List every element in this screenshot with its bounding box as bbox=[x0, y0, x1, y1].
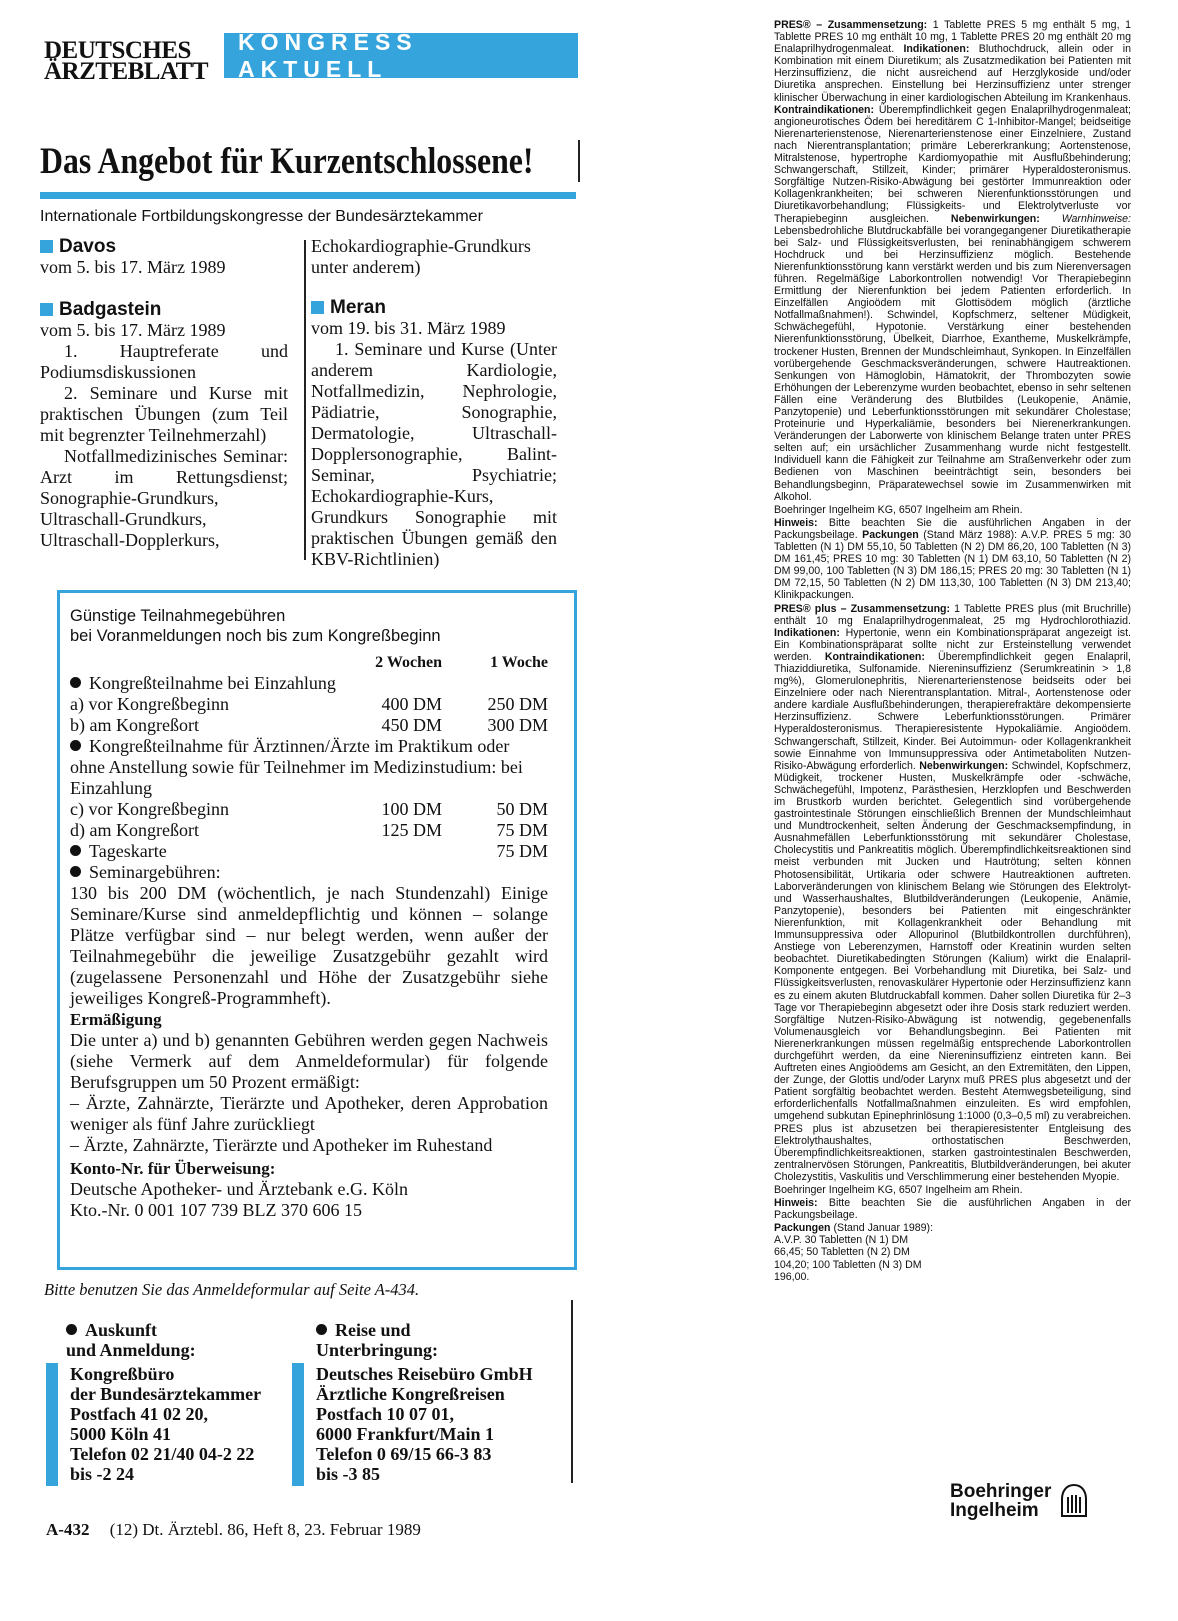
fee-row: d) am Kongreßort 125 DM 75 DM bbox=[70, 820, 548, 840]
account-bank: Deutsche Apotheker- und Ärztebank e.G. Köln bbox=[70, 1179, 409, 1199]
venue-badgastein-dates: vom 5. bis 17. März 1989 bbox=[40, 320, 226, 340]
fee-heading: Günstige Teilnahmegebühren bei Voranmeldungen noch bis zum Kongreßbeginn bbox=[70, 607, 441, 645]
page-footer bbox=[46, 1520, 421, 1540]
contact-accent-bar bbox=[46, 1363, 58, 1486]
journal-logo-line2: ÄRZTEBLATT bbox=[44, 58, 209, 85]
page-subtitle: Internationale Fortbildungskongresse der Bundesärztekammer bbox=[40, 208, 483, 225]
venue-davos-dates: vom 5. bis 17. März 1989 bbox=[40, 257, 226, 277]
venue-badgastein-item: Notfallmedizinisches Seminar: Arzt im Rettungsdienst; Sonographie-Grundkurs, Ultraschall-Grundkurs, Ultraschall-Dopplerkurs, bbox=[40, 446, 288, 550]
fee-bullet: Kongreßteilnahme für Ärztinnen/Ärzte im Praktikum oder ohne Anstellung sowie für Teilnehmer im Medizinstudium: bei Einzahlung bbox=[70, 736, 523, 798]
ad-paragraph: PRES® plus – Zusammensetzung: 1 Tablette PRES plus (mit Bruchrille) enthält 10 mg Enalaprilhydrogenmaleat, 25 mg Hydrochlorothiazid. Indikationen: Hypertonie, wenn ein Kombinationspräparat angezeigt ist. Ein Kombinationspräparat sollte nicht zur Ersteinstellung verwendet werden. Kontraindikationen: Überempfindlichkeit gegen Enalapril, Thiaziddiuretika, Sulfonamide. Niereninsuffizienz (Serumkreatinin > 1,8 mg%), Glomerulonephritis, Nierenarterienstenose beidseits oder bei Einzelniere oder nach Nierentransplantation. Mitral-, Aortenstenose oder andere kardiale Ausflußbehinderungen, therapierefraktäre dekompensierte Herzinsuffizienz. Schwere Leberfunktionsstörungen. Primärer Hyperaldosteronismus. Therapieresistente Hypokaliämie. Angioödem. Schwangerschaft, Stillzeit, Kinder. Bei Autoimmun- oder Kollagenkrankheit sowie Einnahme von Immunsuppressiva oder Antimetaboliten Nutzen-Risiko-Abwägung erforderlich. Nebenwirkungen: Schwindel, Kopfschmerz, Müdigkeit, trockener Husten, Muskelkrämpfe oder -schwäche, Schwächegefühl, Impotenz, Parästhesien, Herzklopfen und Beschwerden im Brustkorb wurden berichtet. Gelegentlich sind vorübergehende gastrointestinale Störungen einschließlich Brennen der Mundschleimhaut und Mundtrockenheit, selten Änderung der Geschmacksempfindung, in Ausnahmefällen Leberfunktionsstörung mit sekundärer Cholestase, Cholecystitis und Pankreatitis möglich. Überempfindlichkeitsreaktionen sind meist verbunden mit Jucken und Hautrötung; selten können Photosensibilität, Urtikaria oder schwere Hautreaktionen auftreten. Laborveränderungen von klinischem Belang wie Störungen des Elektrolyt- und Wasserhaushaltes, Blutbildveränderungen (Leukopenie, Anämie, Panzytopenie), besonders bei Patienten mit eingeschränkter Nierenfunktion, mit Kollagenkrankheit oder Behandlung mit Immunsuppressiva oder Allopurinol (Blutbildkontrollen durchführen), Anstiege von Leberenzymen, Harnstoff oder Kreatinin wurden selten beobachtet. Diuretikabedingten Störungen (Kalium) wirkt die Enalapril-Komponente entgegen. Bei Vorbehandlung mit Diuretika, bei Salz- und Flüssigkeitsverlusten, renovaskulärer Hypertonie oder Herzinsuffizienz kann es zu einem akuten Blutdruckabfall kommen. Daher sollen Diuretika für 2–3 Tage vor Therapiebeginn abgesetzt oder ihre Dosis stark reduziert werden. Sorgfältige Nutzen-Risiko-Abwägung ist notwendig, gegebenenfalls Volumenausgleich vor Behandlungsbeginn. Bei Patienten mit Nierenerkrankungen müssen regelmäßig entsprechende Laborkontrollen durchgeführt werden, da eine Niereninsuffizienz eintreten kann. Bei Auftreten eines Angioödems am Gesicht, an den Extremitäten, den Lippen, der Zunge, der Glottis und/oder Larynx muß PRES plus abgesetzt und der Patient sorgfältig beobachtet werden. Besteht Atemwegsbeteiligung, sind erforderlichenfalls Notfallmaßnahmen einzuleiten. Es wird empfohlen, umgehend subkutan Epinephrinlösung 1:1000 (0,3–0,5 ml) zu verabreichen. PRES plus ist abzusetzen bei therapieresistenter Entgleisung des Elektrolythaushaltes, orthostatischen Beschwerden, Überempfindlichkeitsreaktionen, starken gastrointestinalen Beschwerden, zentralnervösen Störungen, Pankreatitis, Blutbildveränderungen, bei akuter Cholezystitis, Vaskulitis und Verschlimmerung einer bestehenden Myopie. bbox=[774, 602, 1131, 1183]
square-bullet-icon bbox=[40, 303, 53, 316]
contact-left-address: Kongreßbüro der Bundesärztekammer Postfach 41 02 20, 5000 Köln 41 Telefon 02 21/40 04-2 22 bis -2 24 bbox=[70, 1364, 262, 1484]
venue-column-left bbox=[40, 236, 288, 551]
discount-text: Die unter a) und b) genannten Gebühren werden gegen Nachweis (siehe Vermerk auf dem Anmeldeformular) für folgende Berufsgruppen um 50 Prozent ermäßigt: bbox=[70, 1030, 548, 1092]
title-rule bbox=[40, 192, 576, 199]
ad-paragraph: Hinweis: Bitte beachten Sie die ausführlichen Angaben in der Packungsbeilage. Packungen (Stand März 1988): A.V.P. PRES 5 mg: 30 Tabletten (N 1) DM 55,10, 50 Tabletten (N 2) DM 86,20, 100 Tabletten (N 3) DM 161,45; PRES 10 mg: 30 Tabletten (N 1) DM 63,10, 50 Tabletten (N 2) DM 99,00, 100 Tabletten (N 3) DM 186,15; PRES 20 mg: 30 Tabletten (N 1) DM 72,15, 50 Tabletten (N 2) DM 113,30, 100 Tabletten (N 3) DM 213,40; Klinikpackungen. bbox=[774, 516, 1131, 602]
venue-continuation: Echokardiographie-Grundkurs unter anderem) bbox=[311, 236, 531, 277]
venue-badgastein-title: Badgastein bbox=[40, 299, 288, 320]
bullet-icon bbox=[70, 845, 81, 856]
contact-accent-bar bbox=[292, 1363, 304, 1486]
account-number: Kto.-Nr. 0 001 107 739 BLZ 370 606 15 bbox=[70, 1200, 362, 1220]
bullet-icon bbox=[66, 1324, 77, 1335]
venue-meran-dates: vom 19. bis 31. März 1989 bbox=[311, 318, 506, 338]
bullet-icon bbox=[70, 740, 81, 751]
venue-column-right bbox=[311, 236, 557, 570]
section-banner: KONGRESS AKTUELL bbox=[224, 33, 578, 78]
fee-column-headers: 2 Wochen 1 Woche bbox=[375, 654, 548, 671]
drug-information-column bbox=[774, 19, 1131, 1284]
venue-meran-item: 1. Seminare und Kurse (Unter anderem Kardiologie, Notfallmedizin, Nephrologie, Pädiatrie, Sonographie, Dermatologie, Ultraschall-Dopplersonographie, Balint-Seminar, Psychiatrie; Echokardiographie-Kurs, Grundkurs Sonographie mit praktischen Übungen gemäß den KBV-Richtlinien) bbox=[311, 339, 557, 569]
discount-item: – Ärzte, Zahnärzte, Tierärzte und Apotheker im Ruhestand bbox=[70, 1135, 493, 1155]
page-number: A-432 bbox=[46, 1520, 90, 1539]
account-title: Konto-Nr. für Überweisung: bbox=[70, 1159, 276, 1178]
ad-paragraph: PRES® – Zusammensetzung: 1 Tablette PRES 5 mg enthält 5 mg, 1 Tablette PRES 10 mg enthält 10 mg, 1 Tablette PRES 20 mg enthält 20 mg Enalaprilhydrogenmaleat. Indikationen: Bluthochdruck, allein oder in Kombination mit einem Diuretikum; als Zusatzmedikation bei Patienten mit Herzinsuffizienz, die nicht ausreichend auf Herzglykoside und/oder Diuretika ansprechen. Einstellung bei Herzinsuffizienz unter strenger klinischer Überwachung in einer kardiologischen Abteilung im Krankenhaus. Kontraindikationen: Überempfindlichkeit gegen Enalaprilhydrogenmaleat; angioneurotisches Ödem bei hereditärem C 1-Inhibitor-Mangel; beidseitige Nierenarterienstenose, Nierenarterienstenose einer Einzelniere, Zustand nach Nierentransplantation; primäre Lebererkrankung; Aortenstenose, Mitralstenose, hypertrophe Kardiomyopathie mit Ausflußbehinderung; Schwangerschaft, Stillzeit, Kinder; primärer Hyperaldosteronismus. Sorgfältige Nutzen-Risiko-Abwägung bei gestörter Immunreaktion oder Kollagenkrankheiten; bei schweren Nierenfunktionsstörungen und Diuretikavorbehandlung; Flüssigkeits- und Elektrolytverluste vor Therapiebeginn ausgleichen. Nebenwirkungen: Warnhinweise: Lebensbedrohliche Blutdruckabfälle bei vorangegangener Diuretikatherapie bei Salz- und Flüssigkeitsverlusten, bei reninabhängigem schwerem Hochdruck und bei Herzinsuffizienz möglich. Bestehende Nierenfunktionsstörung kann verstärkt werden und bis zum Nierenversagen führen. Regelmäßige Laborkontrollen notwendig! Vor Therapiebeginn Ermittlung der Nierenfunktion bei jedem Patienten erforderlich. In Einzelfällen Angioödem mit Glottisödem möglich (ärztliche Notfallmaßnahmen!). Schwindel, Kopfschmerz, seltener Müdigkeit, Schwächegefühl, Hypotonie. Verstärkung einer bestehenden Nierenfunktionsstörung, Übelkeit, Diarrhoe, Exantheme, Muskelkrämpfe, trockener Husten, Brennen der Mundschleimhaut, Synkopen. In Einzelfällen vorübergehende Geschmacksveränderungen, schwere Hautreaktionen. Senkungen von Hämoglobin, Hämatokrit, der Thrombozyten sowie Erhöhungen der Leberenzyme wurden beobachtet, ebenso in sehr seltenen Fällen eine Veränderung des Blutbildes (Leukopenie, Anämie, Panzytopenie) und Leberfunktionsstörungen mit sekundärer Cholestase; Proteinurie und Hyperkaliämie, besonders bei Nierenerkrankungen. Veränderungen der Laborwerte von klinischem Belange traten unter PRES selten auf; ein ursächlicher Zusammenhang wurde nicht festgestellt. Individuell kann die Fähigkeit zur Teilnahme am Straßenverkehr oder zum Bedienen von Maschinen beeinträchtigt sein, besonders bei Behandlungsbeginn, Präparatewechsel sowie im Zusammenwirken mit Alkohol. bbox=[774, 19, 1132, 503]
seminar-text: 130 bis 200 DM (wöchentlich, je nach Stundenzahl) Einige Seminare/Kurse sind anmeldepflichtig und können – solange Plätze verfügbar sind – nur belegt werden, wenn außer der Teilnahmegebühr die jeweilige Zusatzgebühr gezahlt wird (zugelassene Personenzahl und Höhe der Zusatzgebühr siehe jeweiliges Kongreß-Programmheft). bbox=[70, 883, 548, 1008]
fee-bullet: Seminargebühren: bbox=[70, 862, 548, 883]
company-logo: Boehringer Ingelheim bbox=[950, 1482, 1089, 1520]
column-divider bbox=[304, 240, 306, 560]
discount-item: – Ärzte, Zahnärzte, Tierärzte und Apotheker, deren Approbation weniger als fünf Jahre zurückliegt bbox=[70, 1093, 548, 1134]
venue-badgastein-item: 1. Hauptreferate und Podiumsdiskussionen bbox=[40, 341, 288, 382]
ad-paragraph: Packungen (Stand Januar 1989): A.V.P. 30 Tabletten (N 1) DM 66,45; 50 Tabletten (N 2) DM 104,20; 100 Tabletten (N 3) DM 196,00. bbox=[774, 1222, 934, 1283]
form-note: Bitte benutzen Sie das Anmeldeformular auf Seite A-434. bbox=[44, 1280, 420, 1299]
bullet-icon bbox=[316, 1324, 327, 1335]
fee-row: Tageskarte 75 DM bbox=[70, 841, 548, 862]
square-bullet-icon bbox=[40, 240, 53, 253]
ad-company: Boehringer Ingelheim KG, 6507 Ingelheim am Rhein. bbox=[774, 503, 1023, 516]
bullet-icon bbox=[70, 677, 81, 688]
fee-row: c) vor Kongreßbeginn 100 DM 50 DM bbox=[70, 799, 548, 819]
journal-logo-line1: DEUTSCHES bbox=[44, 37, 191, 64]
discount-title: Ermäßigung bbox=[70, 1010, 162, 1029]
contact-right-address: Deutsches Reisebüro GmbH Ärztliche Kongreßreisen Postfach 10 07 01, 6000 Frankfurt/Main 1 Telefon 0 69/15 66-3 83 bis -3 85 bbox=[316, 1364, 533, 1484]
square-bullet-icon bbox=[311, 301, 324, 314]
fee-row: b) am Kongreßort 450 DM 300 DM bbox=[70, 715, 548, 735]
contact-left-title: Auskunft und Anmeldung: bbox=[66, 1320, 196, 1360]
page-title: Das Angebot für Kurzentschlossene! bbox=[40, 141, 534, 182]
fee-bullet: Kongreßteilnahme bei Einzahlung bbox=[70, 673, 548, 694]
contact-right-title: Reise und Unterbringung: bbox=[316, 1320, 439, 1360]
divider bbox=[571, 1300, 573, 1483]
building-logo-icon bbox=[1059, 1483, 1089, 1519]
fee-table bbox=[70, 652, 548, 1221]
venue-meran-title: Meran bbox=[311, 297, 557, 318]
divider bbox=[578, 140, 580, 182]
fee-row: a) vor Kongreßbeginn 400 DM 250 DM bbox=[70, 694, 548, 714]
bullet-icon bbox=[70, 866, 81, 877]
venue-badgastein-item: 2. Seminare und Kurse mit praktischen Übungen (zum Teil mit begrenzter Teilnehmerzahl) bbox=[40, 383, 288, 445]
citation: (12) Dt. Ärztebl. 86, Heft 8, 23. Februar 1989 bbox=[109, 1520, 421, 1539]
journal-logo bbox=[44, 37, 214, 85]
ad-paragraph: Hinweis: Bitte beachten Sie die ausführlichen Angaben in der Packungsbeilage. bbox=[774, 1197, 1131, 1222]
venue-davos-title: Davos bbox=[40, 236, 288, 257]
ad-company: Boehringer Ingelheim KG, 6507 Ingelheim am Rhein. bbox=[774, 1184, 1023, 1196]
